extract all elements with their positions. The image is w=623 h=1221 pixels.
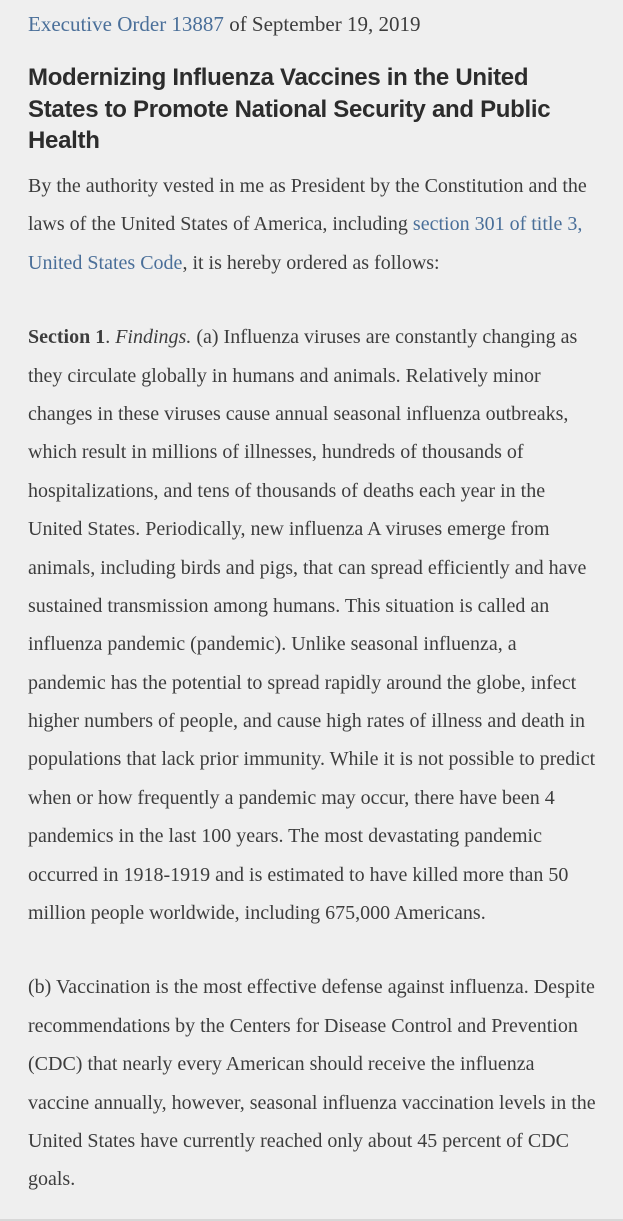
page-title: Modernizing Influenza Vaccines in the United States to Promote National Security and Public Health xyxy=(28,64,551,154)
preamble-text-after-link: , it is hereby ordered as follows: xyxy=(182,251,440,274)
section-1-label: Section 1 xyxy=(28,326,106,349)
section-301-title-3-link[interactable]: section 301 of title 3, United States Code xyxy=(28,213,583,274)
section-1-paragraph xyxy=(28,318,597,932)
eyebrow-date-suffix: of September 19, 2019 xyxy=(223,12,421,36)
section-1-body-text: (a) Influenza viruses are constantly changing as they circulate globally in humans and animals. Relatively minor changes in these viruses cause annual seasonal influenza outbreaks, which result in millions of illnesses, hundreds of thousands of hospitalizations, and tens of thousands of deaths each year in the United States. Periodically, new influenza A viruses emerge from animals, including birds and pigs, that can spread efficiently and have sustained transmission among humans. This situation is called an influenza pandemic (pandemic). Unlike seasonal influenza, a pandemic has the potential to spread rapidly around the globe, infect higher numbers of people, and cause high rates of illness and death in populations that lack prior immunity. While it is not possible to predict when or how frequently a pandemic may occur, there have been 4 pandemics in the last 100 years. The most devastating pandemic occurred in 1918-1919 and is estimated to have killed more than 50 million people worldwide, including 675,000 Americans. xyxy=(28,326,596,925)
paragraph-b: (b) Vaccination is the most effective defense against influenza. Despite recommendations by the Centers for Disease Control and Prevention (CDC) that nearly every American should receive the influenza vaccine annually, however, seasonal influenza vaccination levels in the United States have currently reached only about 45 percent of CDC goals. xyxy=(28,976,596,1191)
bottom-divider xyxy=(0,1219,623,1221)
section-1-separator: . xyxy=(105,326,116,349)
section-1-findings-heading: Findings. xyxy=(115,326,192,349)
preamble-paragraph xyxy=(28,167,597,282)
eyebrow-line xyxy=(28,9,597,39)
executive-order-link[interactable]: Executive Order 13887 xyxy=(28,12,224,36)
preamble-text-before-link: By the authority vested in me as President by the Constitution and the laws of the United States of America, including xyxy=(28,175,587,236)
